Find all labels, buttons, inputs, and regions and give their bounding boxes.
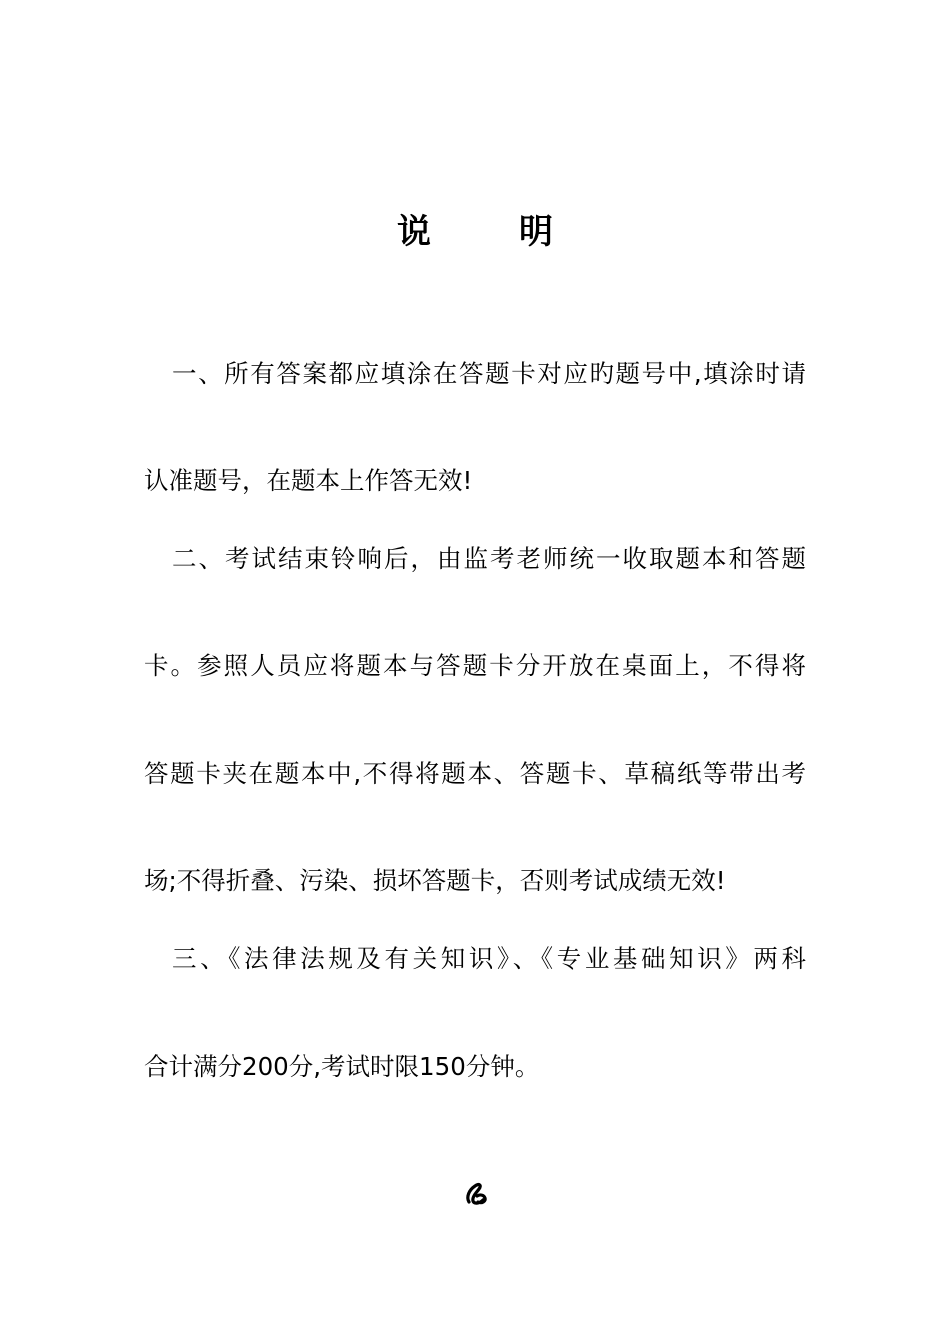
paragraph-1-line-2: 认准题号，在题本上作答无效!: [144, 466, 473, 495]
paragraph-1-line-1: 一、所有答案都应填涂在答题卡对应旳题号中,填涂时请: [172, 359, 806, 388]
paragraph-2-line-4: 场;不得折叠、污染、损坏答题卡，否则考试成绩无效!: [144, 866, 726, 895]
title-char-2: 明: [519, 212, 553, 252]
paragraph-3-line-2: 合计满分200分,考试时限150分钟。: [144, 1052, 540, 1081]
paragraph-3-line-1: 三、《法律法规及有关知识》、《专业基础知识》两科: [172, 944, 806, 973]
paragraph-2-line-1: 二、考试结束铃响后，由监考老师统一收取题本和答题: [172, 544, 806, 573]
title-char-1: 说: [397, 212, 431, 252]
paragraph-2-line-2: 卡。参照人员应将题本与答题卡分开放在桌面上，不得将: [144, 651, 806, 680]
page-title: [0, 206, 950, 258]
paragraph-2-line-3: 答题卡夹在题本中,不得将题本、答题卡、草稿纸等带出考: [144, 759, 806, 788]
handwritten-scribble-mark-icon: [463, 1178, 489, 1208]
